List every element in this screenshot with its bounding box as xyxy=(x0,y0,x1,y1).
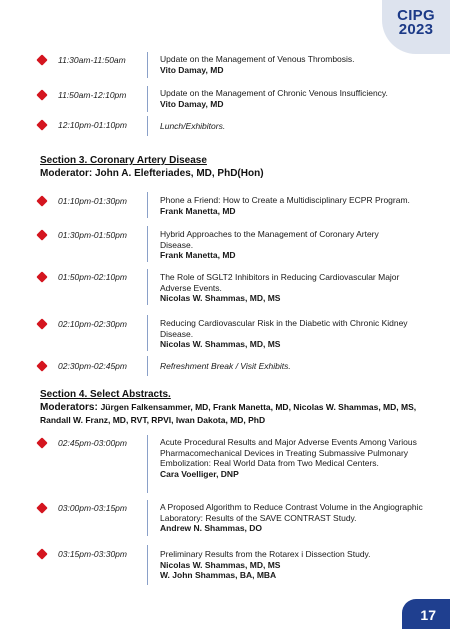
bullet-icon xyxy=(36,229,47,240)
session-time: 11:30am-11:50am xyxy=(58,55,126,65)
talk-speaker: Vito Damay, MD xyxy=(160,98,224,109)
divider-line xyxy=(147,192,148,218)
talk-title: Acute Procedural Results and Major Adverse Events Among Various Pharmacomechanical Devices in Treating Submassive Pulmonary Embolization: Real World Data from Two Medical Centers. xyxy=(160,437,417,468)
bullet-icon xyxy=(36,54,47,65)
session-time: 02:30pm-02:45pm xyxy=(58,361,127,371)
session-time: 12:10pm-01:10pm xyxy=(58,120,127,130)
divider-line xyxy=(147,116,148,136)
page-number-box xyxy=(402,599,450,629)
logo-line-1: CIPG xyxy=(397,7,435,24)
divider-line xyxy=(147,52,148,78)
session-time: 11:50am-12:10pm xyxy=(58,90,127,100)
talk-info xyxy=(160,502,435,534)
talk-info xyxy=(160,437,435,479)
session-time: 01:10pm-01:30pm xyxy=(58,196,127,206)
talk-title: Update on the Management of Venous Thrombosis. xyxy=(160,54,355,64)
talk-info xyxy=(160,318,435,350)
logo-line-2: 2023 xyxy=(398,21,434,38)
moderators-names: Jürgen Falkensammer, MD, Frank Manetta, MD, Nicolas W. Shammas, MD, MS, Randall W. Franz, MD, RVT, RPVI, Iwan Dakota, MD, PhD xyxy=(40,402,417,425)
talk-speaker: Cara Voelliger, DNP xyxy=(160,468,239,479)
talk-title: Phone a Friend: How to Create a Multidisciplinary ECPR Program. xyxy=(160,195,410,205)
section-4-moderators xyxy=(40,401,420,427)
talk-info xyxy=(160,361,435,372)
divider-line xyxy=(147,315,148,351)
talk-info xyxy=(160,272,435,304)
session-time: 01:50pm-02:10pm xyxy=(58,272,127,282)
logo-text xyxy=(390,9,442,37)
divider-line xyxy=(147,500,148,536)
section-3-heading: Section 3. Coronary Artery Disease xyxy=(40,155,207,166)
talk-title: The Role of SGLT2 Inhibitors in Reducing Cardiovascular Major Adverse Events. xyxy=(160,272,400,293)
divider-line xyxy=(147,86,148,112)
talk-speaker: Andrew N. Shammas, DO xyxy=(160,523,263,533)
page-number: 17 xyxy=(420,607,436,623)
talk-speaker: Vito Damay, MD xyxy=(160,64,224,75)
session-time: 01:30pm-01:50pm xyxy=(58,230,127,240)
talk-speaker: Nicolas W. Shammas, MD, MS xyxy=(160,559,281,570)
talk-speaker: Nicolas W. Shammas, MD, MS xyxy=(160,339,281,349)
session-time: 03:00pm-03:15pm xyxy=(58,503,127,513)
talk-speaker-2: W. John Shammas, BA, MBA xyxy=(160,570,277,580)
session-time: 02:10pm-02:30pm xyxy=(58,319,127,329)
bullet-icon xyxy=(36,502,47,513)
talk-title: Reducing Cardiovascular Risk in the Diabetic with Chronic Kidney Disease. xyxy=(160,318,408,339)
bullet-icon xyxy=(36,437,47,448)
session-time: 03:15pm-03:30pm xyxy=(58,549,127,559)
talk-title: Update on the Management of Chronic Venous Insufficiency. xyxy=(160,88,388,98)
bullet-icon xyxy=(36,360,47,371)
divider-line xyxy=(147,269,148,305)
talk-speaker: Frank Manetta, MD xyxy=(160,250,236,260)
section-3-moderator: Moderator: John A. Elefteriades, MD, PhD(Hon) xyxy=(40,168,264,179)
divider-line xyxy=(147,226,148,262)
talk-info xyxy=(160,195,435,216)
talk-title: Lunch/Exhibitors. xyxy=(160,121,226,131)
moderators-label: Moderators: xyxy=(40,402,98,413)
divider-line xyxy=(147,356,148,376)
divider-line xyxy=(147,435,148,493)
cipg-logo xyxy=(382,0,450,54)
talk-speaker: Frank Manetta, MD xyxy=(160,205,236,216)
bullet-icon xyxy=(36,548,47,559)
talk-speaker: Nicolas W. Shammas, MD, MS xyxy=(160,293,281,303)
talk-title: Refreshment Break / Visit Exhibits. xyxy=(160,361,291,371)
talk-title: Preliminary Results from the Rotarex i Dissection Study. xyxy=(160,549,371,559)
bullet-icon xyxy=(36,271,47,282)
talk-title: Hybrid Approaches to the Management of Coronary Artery Disease. xyxy=(160,229,379,250)
session-time: 02:45pm-03:00pm xyxy=(58,438,127,448)
bullet-icon xyxy=(36,318,47,329)
divider-line xyxy=(147,545,148,585)
bullet-icon xyxy=(36,195,47,206)
talk-info xyxy=(160,229,435,261)
section-4-heading: Section 4. Select Abstracts. xyxy=(40,389,171,400)
bullet-icon xyxy=(36,119,47,130)
talk-info xyxy=(160,121,435,132)
talk-title: A Proposed Algorithm to Reduce Contrast Volume in the Angiographic Laboratory: Results of the SAVE CONTRAST Study. xyxy=(160,502,423,523)
talk-info xyxy=(160,88,435,109)
talk-info xyxy=(160,549,435,581)
talk-info xyxy=(160,54,435,75)
bullet-icon xyxy=(36,89,47,100)
